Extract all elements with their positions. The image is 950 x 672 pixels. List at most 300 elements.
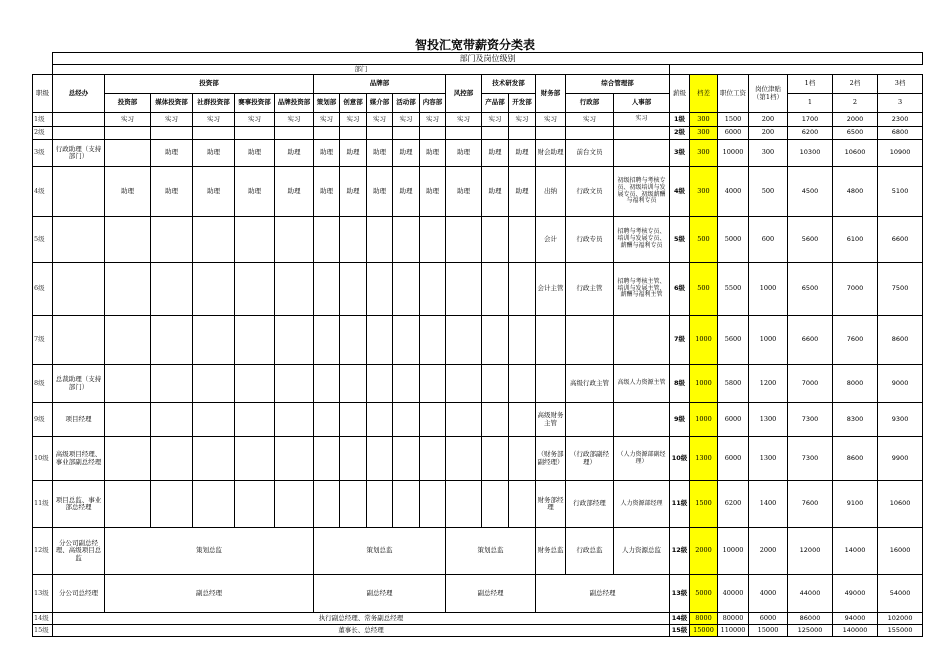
xz-cell [566, 127, 614, 140]
p1-cell [314, 481, 340, 528]
merged-cell: 执行副总经理、常务副总经理 [53, 613, 670, 625]
j2-cell: 助理 [509, 167, 536, 217]
zonghe-header: 综合管理部 [566, 75, 670, 94]
jintie-cell: 200 [749, 113, 788, 127]
j1-cell [482, 403, 509, 437]
t3-cell [193, 217, 235, 263]
j2-cell [509, 403, 536, 437]
p5-cell [420, 403, 446, 437]
p5-cell [420, 263, 446, 316]
dangcha-cell: 1500 [690, 481, 718, 528]
zhiwei-cell: 5600 [718, 316, 749, 365]
xinji-cell: 3级 [670, 140, 690, 167]
t2-cell [151, 316, 193, 365]
jintie-cell: 1000 [749, 316, 788, 365]
d2-cell: 94000 [833, 613, 878, 625]
d3-cell: 102000 [878, 613, 923, 625]
d1-cell: 4500 [788, 167, 833, 217]
jintie-header: 岗位津贴（第1档） [749, 75, 788, 113]
table-row [33, 263, 923, 316]
xinji-cell: 9级 [670, 403, 690, 437]
t4-cell [235, 403, 275, 437]
xz-cell: 行政文员 [566, 167, 614, 217]
cw-cell: 会计主管 [536, 263, 566, 316]
p3-cell [367, 316, 393, 365]
p3-cell [367, 403, 393, 437]
t3-cell [193, 481, 235, 528]
zhiwei-cell: 6000 [718, 437, 749, 481]
d1-cell: 44000 [788, 575, 833, 613]
j2-cell [509, 263, 536, 316]
j1-cell [482, 263, 509, 316]
zjb-cell: 分公司总经理 [53, 575, 105, 613]
zjb-header: 总经办 [53, 75, 105, 113]
t2-cell [151, 365, 193, 403]
n1-header: 1 [788, 94, 833, 113]
d2-cell: 49000 [833, 575, 878, 613]
table-row [33, 217, 923, 263]
t3-cell: 实习 [193, 113, 235, 127]
zhiwei-cell: 5000 [718, 217, 749, 263]
zjb-cell [53, 113, 105, 127]
d1-header: 1档 [788, 75, 833, 94]
d3-cell: 9000 [878, 365, 923, 403]
zhiwei-cell: 4000 [718, 167, 749, 217]
jintie-cell: 15000 [749, 625, 788, 637]
j2-cell: 助理 [509, 140, 536, 167]
t1-cell [105, 140, 151, 167]
rs-cell: （人力资源部副经理） [614, 437, 670, 481]
jintie-cell: 600 [749, 217, 788, 263]
dangcha-cell: 300 [690, 127, 718, 140]
t5-cell [275, 263, 314, 316]
n2-header: 2 [833, 94, 878, 113]
level-cell: 3级 [33, 140, 53, 167]
p3-cell [367, 481, 393, 528]
p5-cell [420, 365, 446, 403]
j2-cell [509, 481, 536, 528]
dangcha-cell: 300 [690, 167, 718, 217]
merged-cell: 副总经理 [105, 575, 314, 613]
p4-cell [393, 263, 420, 316]
dangcha-cell: 1000 [690, 365, 718, 403]
p3-cell [367, 365, 393, 403]
cw-cell: 会计 [536, 217, 566, 263]
table-body [33, 113, 923, 637]
table-row [33, 365, 923, 403]
p4-cell [393, 365, 420, 403]
d2-cell: 8600 [833, 437, 878, 481]
p5-cell [420, 127, 446, 140]
p4-cell [393, 127, 420, 140]
t1-cell [105, 437, 151, 481]
dangcha-cell: 300 [690, 113, 718, 127]
p2-cell: 助理 [340, 140, 367, 167]
t5-cell [275, 217, 314, 263]
xinji-cell: 13级 [670, 575, 690, 613]
sub-header: 行政部 [566, 94, 614, 113]
p4-cell: 助理 [393, 167, 420, 217]
table-row [33, 140, 923, 167]
t3-cell [193, 365, 235, 403]
t2-cell [151, 263, 193, 316]
caiwu-header: 财务部 [536, 75, 566, 113]
zhiwei-cell: 6000 [718, 127, 749, 140]
xinji-cell: 8级 [670, 365, 690, 403]
zjb-cell: 项目总监、事业部总经理 [53, 481, 105, 528]
fk-cell [446, 217, 482, 263]
d2-cell: 2000 [833, 113, 878, 127]
fk-cell [446, 316, 482, 365]
dangcha-cell: 8000 [690, 613, 718, 625]
level-cell: 7级 [33, 316, 53, 365]
j1-cell [482, 481, 509, 528]
j2-cell: 实习 [509, 113, 536, 127]
level-cell: 10级 [33, 437, 53, 481]
p5-cell: 助理 [420, 140, 446, 167]
zjb-cell: 行政助理（支持部门） [53, 140, 105, 167]
t4-cell: 助理 [235, 140, 275, 167]
t1-cell [105, 316, 151, 365]
p3-cell [367, 127, 393, 140]
dangcha-cell: 1000 [690, 403, 718, 437]
xz-cell [566, 403, 614, 437]
fk-cell [446, 263, 482, 316]
zhiwei-cell: 6200 [718, 481, 749, 528]
table-row [33, 403, 923, 437]
t4-cell: 助理 [235, 167, 275, 217]
d2-cell: 6100 [833, 217, 878, 263]
sub-header: 媒介部 [367, 94, 393, 113]
d1-cell: 6600 [788, 316, 833, 365]
p1-cell [314, 316, 340, 365]
t1-cell [105, 217, 151, 263]
d1-cell: 5600 [788, 217, 833, 263]
merged-cell: 副总经理 [446, 575, 536, 613]
xinji-header: 薪级 [670, 75, 690, 113]
p5-cell: 助理 [420, 167, 446, 217]
p3-cell: 助理 [367, 140, 393, 167]
sub-header: 社群投资部 [193, 94, 235, 113]
t4-cell [235, 437, 275, 481]
zhiwei-cell: 10000 [718, 140, 749, 167]
table-row [33, 481, 923, 528]
j1-cell [482, 127, 509, 140]
p2-cell: 实习 [340, 113, 367, 127]
cw-cell: 财会助理 [536, 140, 566, 167]
p1-cell [314, 217, 340, 263]
t1-cell: 助理 [105, 167, 151, 217]
j1-cell [482, 437, 509, 481]
j1-cell: 实习 [482, 113, 509, 127]
d2-cell: 9100 [833, 481, 878, 528]
d2-cell: 8300 [833, 403, 878, 437]
xz-cell: 高级行政主管 [566, 365, 614, 403]
d1-cell: 86000 [788, 613, 833, 625]
level-cell: 6级 [33, 263, 53, 316]
t1-cell: 实习 [105, 113, 151, 127]
p2-cell [340, 437, 367, 481]
dangcha-cell: 500 [690, 263, 718, 316]
rs-cell: 人力资源部经理 [614, 481, 670, 528]
zjb-cell: 分公司副总经理、高级项目总监 [53, 528, 105, 575]
t3-cell [193, 316, 235, 365]
p2-cell: 助理 [340, 167, 367, 217]
zjb-cell: 总裁助理（支持部门） [53, 365, 105, 403]
level-cell: 15级 [33, 625, 53, 637]
d3-cell: 6800 [878, 127, 923, 140]
t5-cell [275, 127, 314, 140]
t3-cell: 助理 [193, 167, 235, 217]
dangcha-cell: 1000 [690, 316, 718, 365]
p1-cell: 助理 [314, 167, 340, 217]
d2-cell: 4800 [833, 167, 878, 217]
d1-cell: 6200 [788, 127, 833, 140]
table-row [33, 167, 923, 217]
d2-cell: 8000 [833, 365, 878, 403]
p1-cell [314, 365, 340, 403]
sub-header: 策划部 [314, 94, 340, 113]
t4-cell [235, 263, 275, 316]
xz-cell: 行政专员 [566, 217, 614, 263]
rs-cell [614, 316, 670, 365]
t2-cell: 助理 [151, 167, 193, 217]
cw-cell: 高级财务主管 [536, 403, 566, 437]
jintie-cell: 200 [749, 127, 788, 140]
dangcha-header: 档差 [690, 75, 718, 113]
p4-cell [393, 316, 420, 365]
zhiwei-header: 职位工资 [718, 75, 749, 113]
level-cell: 8级 [33, 365, 53, 403]
t3-cell [193, 263, 235, 316]
level-cell: 11级 [33, 481, 53, 528]
d1-cell: 10300 [788, 140, 833, 167]
merged-cell: 策划总监 [314, 528, 446, 575]
cw-cell: 实习 [536, 113, 566, 127]
section-header: 部门及岗位级别 [53, 53, 923, 65]
fk-cell [446, 403, 482, 437]
t3-cell [193, 127, 235, 140]
p4-cell: 实习 [393, 113, 420, 127]
rs-cell: 招聘与考核专员、培训与发展专员、薪酬与福利专员 [614, 217, 670, 263]
level-header: 职级 [33, 75, 53, 113]
p5-cell [420, 437, 446, 481]
dangcha-cell: 5000 [690, 575, 718, 613]
p5-cell [420, 481, 446, 528]
p1-cell [314, 127, 340, 140]
j1-cell [482, 365, 509, 403]
touzibu-header: 投资部 [105, 75, 314, 94]
jintie-cell: 1400 [749, 481, 788, 528]
sub-header: 媒体投资部 [151, 94, 193, 113]
sub-header: 内容部 [420, 94, 446, 113]
p2-cell [340, 263, 367, 316]
t4-cell [235, 127, 275, 140]
p2-cell [340, 481, 367, 528]
merged-cell: 副总经理 [536, 575, 670, 613]
t2-cell [151, 437, 193, 481]
t5-cell [275, 316, 314, 365]
zhiwei-cell: 110000 [718, 625, 749, 637]
rs-cell [614, 140, 670, 167]
pinpaibu-header: 品牌部 [314, 75, 446, 94]
table-row [33, 625, 923, 637]
p3-cell [367, 217, 393, 263]
xinji-cell: 2级 [670, 127, 690, 140]
merged-cell: 策划总监 [446, 528, 536, 575]
dept-header: 部门 [53, 65, 670, 75]
jintie-cell: 1000 [749, 263, 788, 316]
sub-header: 创意部 [340, 94, 367, 113]
d3-cell: 6600 [878, 217, 923, 263]
level-cell: 2级 [33, 127, 53, 140]
d3-cell: 2300 [878, 113, 923, 127]
d1-cell: 7300 [788, 437, 833, 481]
xz-cell: 行政总监 [566, 528, 614, 575]
t4-cell [235, 365, 275, 403]
level-cell: 13级 [33, 575, 53, 613]
j2-cell [509, 365, 536, 403]
j1-cell: 助理 [482, 167, 509, 217]
d1-cell: 6500 [788, 263, 833, 316]
sub-header: 投资部 [105, 94, 151, 113]
zhiwei-cell: 1500 [718, 113, 749, 127]
sub-header: 产品部 [482, 94, 509, 113]
fk-cell: 助理 [446, 167, 482, 217]
zhiwei-cell: 40000 [718, 575, 749, 613]
t5-cell [275, 437, 314, 481]
d2-cell: 7600 [833, 316, 878, 365]
d3-cell: 155000 [878, 625, 923, 637]
merged-cell: 策划总监 [105, 528, 314, 575]
t2-cell: 实习 [151, 113, 193, 127]
jintie-cell: 1300 [749, 403, 788, 437]
zjb-cell [53, 127, 105, 140]
n3-header: 3 [878, 94, 923, 113]
t5-cell: 助理 [275, 140, 314, 167]
jintie-cell: 300 [749, 140, 788, 167]
dangcha-cell: 300 [690, 140, 718, 167]
jishu-header: 技术研发部 [482, 75, 536, 94]
d3-cell: 7500 [878, 263, 923, 316]
p3-cell [367, 263, 393, 316]
t3-cell [193, 437, 235, 481]
p4-cell: 助理 [393, 140, 420, 167]
d1-cell: 7600 [788, 481, 833, 528]
level-cell: 9级 [33, 403, 53, 437]
level-cell: 5级 [33, 217, 53, 263]
d2-cell: 6500 [833, 127, 878, 140]
table-row [33, 613, 923, 625]
t5-cell: 实习 [275, 113, 314, 127]
zjb-cell [53, 316, 105, 365]
xinji-cell: 5级 [670, 217, 690, 263]
level-cell: 1级 [33, 113, 53, 127]
p1-cell [314, 403, 340, 437]
fk-cell: 实习 [446, 113, 482, 127]
fengkong-header: 风控部 [446, 75, 482, 113]
p3-cell: 助理 [367, 167, 393, 217]
p2-cell [340, 217, 367, 263]
salary-table [32, 52, 923, 637]
zhiwei-cell: 10000 [718, 528, 749, 575]
zjb-cell: 项目经理 [53, 403, 105, 437]
p5-cell [420, 316, 446, 365]
t4-cell: 实习 [235, 113, 275, 127]
p4-cell [393, 437, 420, 481]
fk-cell [446, 127, 482, 140]
p4-cell [393, 217, 420, 263]
d1-cell: 7000 [788, 365, 833, 403]
d2-cell: 10600 [833, 140, 878, 167]
d2-cell: 7000 [833, 263, 878, 316]
t1-cell [105, 481, 151, 528]
xinji-cell: 7级 [670, 316, 690, 365]
d3-cell: 10600 [878, 481, 923, 528]
zhiwei-cell: 6000 [718, 403, 749, 437]
zhiwei-cell: 80000 [718, 613, 749, 625]
fk-cell: 助理 [446, 140, 482, 167]
t1-cell [105, 403, 151, 437]
dangcha-cell: 2000 [690, 528, 718, 575]
d3-cell: 10900 [878, 140, 923, 167]
rs-cell [614, 403, 670, 437]
j1-cell [482, 316, 509, 365]
level-cell: 4级 [33, 167, 53, 217]
table-row [33, 528, 923, 575]
p1-cell [314, 263, 340, 316]
d3-cell: 5100 [878, 167, 923, 217]
sub-header: 赛事投资部 [235, 94, 275, 113]
d3-cell: 16000 [878, 528, 923, 575]
rs-cell: 招聘与考核主管、培训与发展主管、薪酬与福利主管 [614, 263, 670, 316]
xinji-cell: 1级 [670, 113, 690, 127]
p4-cell [393, 481, 420, 528]
zhiwei-cell: 5500 [718, 263, 749, 316]
dangcha-cell: 1300 [690, 437, 718, 481]
zjb-cell [53, 217, 105, 263]
xz-cell: （行政部副经理） [566, 437, 614, 481]
p1-cell: 实习 [314, 113, 340, 127]
d3-cell: 8600 [878, 316, 923, 365]
xz-cell [566, 316, 614, 365]
xz-cell: 行政部经理 [566, 481, 614, 528]
rs-cell: 初级招聘与考核专员、初级培训与发展专员、初级薪酬与福利专员 [614, 167, 670, 217]
t2-cell [151, 127, 193, 140]
d1-cell: 125000 [788, 625, 833, 637]
j2-cell [509, 217, 536, 263]
jintie-cell: 4000 [749, 575, 788, 613]
xz-cell: 实习 [566, 113, 614, 127]
xz-cell: 行政主管 [566, 263, 614, 316]
sub-header: 人事部 [614, 94, 670, 113]
d2-cell: 140000 [833, 625, 878, 637]
p1-cell: 助理 [314, 140, 340, 167]
sub-header: 开发部 [509, 94, 536, 113]
d3-cell: 54000 [878, 575, 923, 613]
level-cell: 12级 [33, 528, 53, 575]
table-row [33, 113, 923, 127]
dangcha-cell: 15000 [690, 625, 718, 637]
t2-cell: 助理 [151, 140, 193, 167]
merged-cell: 副总经理 [314, 575, 446, 613]
t5-cell: 助理 [275, 167, 314, 217]
jintie-cell: 500 [749, 167, 788, 217]
t2-cell [151, 217, 193, 263]
jintie-cell: 1300 [749, 437, 788, 481]
xinji-cell: 15级 [670, 625, 690, 637]
cw-cell [536, 365, 566, 403]
